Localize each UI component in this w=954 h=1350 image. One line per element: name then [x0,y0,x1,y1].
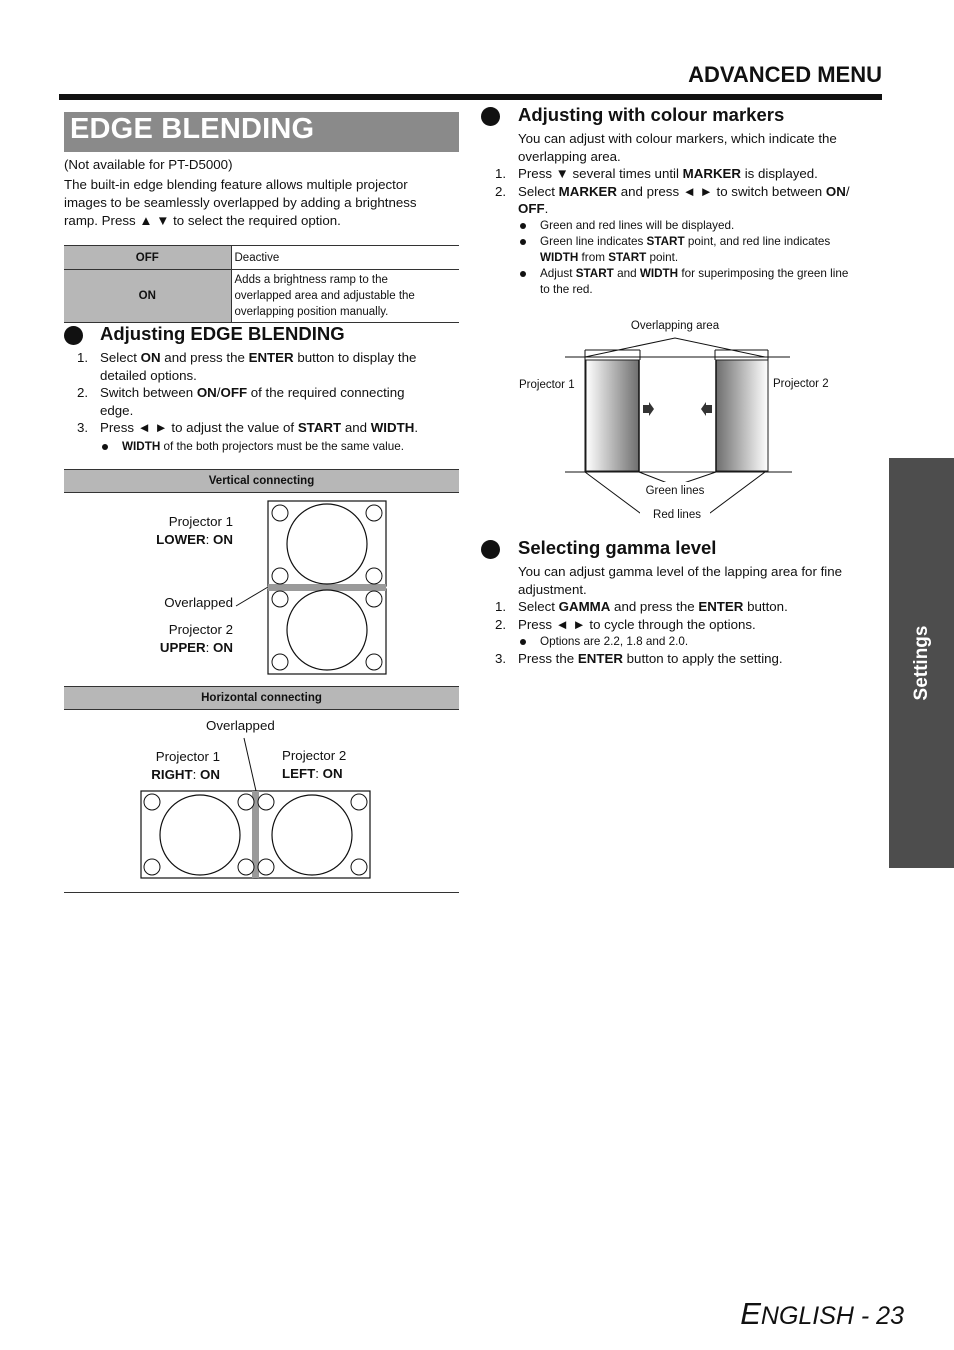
overlap-pointer [236,587,268,606]
intro-line: The built-in edge blending feature allows multiple projector [64,177,408,192]
overlap-pointer [244,738,256,791]
circle-icon [258,859,274,875]
red-lines-label: Red lines [653,509,701,521]
setting-key: UPPER [159,640,206,655]
step-line: Select MARKER and press ◄ ► to switch between ON/ [518,183,850,199]
horizontal-connecting-diagram [138,735,374,883]
circle-icon [366,654,382,670]
bullet-line: Options are 2.2, 1.8 and 2.0. [540,635,689,648]
list-item [77,419,459,437]
bullet-line: Green line indicates START point, and red line indicates [540,235,831,248]
footer-text: NGLISH - 23 [760,1302,904,1330]
section-divider [64,892,459,893]
projector-setting: UPPER: ON [159,640,233,655]
table-row [64,270,459,323]
step-line: Select ON and press the ENTER button to display the [100,350,417,365]
markers-bullets [518,218,888,298]
circle-icon [366,505,382,521]
projector-setting: RIGHT: ON [151,767,220,782]
vertical-connecting-diagram [230,498,395,680]
setting-value: ON [213,532,233,547]
circle-icon [351,859,367,875]
circle-icon [238,794,254,810]
projector-name: Projector 2 [282,748,347,763]
step-line: Press ◄ ► to cycle through the options. [518,616,756,632]
markers-heading: Adjusting with colour markers [518,104,785,125]
list-item [518,234,888,266]
option-key: OFF [64,246,231,270]
green-lines-label: Green lines [645,485,705,497]
section-bullet-icon [64,326,83,345]
intro-paragraph [64,176,459,230]
step-number: 2. [495,183,507,199]
step-line: edge. [100,402,134,418]
circle-icon [144,859,160,875]
adjusting-steps [77,349,459,437]
bullet-line: WIDTH from START point. [540,251,679,264]
list-item [495,183,885,218]
list-item [518,218,888,234]
page-footer [600,1296,904,1332]
arrow-right-icon [643,402,654,416]
area-bracket-top [585,338,765,357]
option-value-line: overlapping position manually. [234,306,389,318]
bullet-icon [520,639,526,645]
bullet-line: to the red. [540,283,593,296]
width-note [100,439,460,455]
table-row [64,246,459,270]
step-number: 3. [495,651,507,666]
vertical-projector1-label [110,513,233,549]
horizontal-overlapped-label: Overlapped [206,718,275,733]
vertical-overlapped-label: Overlapped [164,595,233,610]
header-rule [59,94,882,100]
circle-icon [160,795,240,875]
note-text: WIDTH of the both projectors must be the same value. [122,440,404,453]
circle-icon [287,504,367,584]
list-item [77,349,459,384]
arrow-left-icon [701,402,712,416]
step-number: 2. [495,616,507,632]
projector-setting: LOWER: ON [156,532,233,547]
setting-key: RIGHT [151,767,193,782]
page-title: EDGE BLENDING [64,112,459,152]
bullet-icon [520,271,526,277]
circle-icon [287,590,367,670]
gamma-step-3 [495,650,885,668]
circle-icon [366,568,382,584]
gamma-intro [518,563,883,598]
intro-line: adjustment. [518,581,587,597]
markers-intro [518,130,883,165]
intro-line: ramp. Press ▲ ▼ to select the required option. [64,213,341,228]
list-item [495,616,885,634]
gamma-options-note [518,634,888,650]
side-tab-text: Settings [910,625,932,701]
vertical-connecting-band: Vertical connecting [64,469,459,493]
option-key: ON [64,270,231,323]
option-value [231,270,459,323]
list-item [77,384,459,419]
settings-side-tab-label [889,458,954,868]
bullet-line: Green and red lines will be displayed. [540,219,735,232]
step-number: 1. [77,350,89,365]
availability-note: (Not available for PT-D5000) [64,157,233,172]
bullet-line: Adjust START and WIDTH for superimposing the green line [540,267,849,280]
projector1-label: Projector 1 [519,379,575,391]
setting-value: ON [213,640,233,655]
circle-icon [366,591,382,607]
setting-value: ON [200,767,220,782]
footer-initial: E [740,1296,761,1331]
step-line: Press ▼ several times until MARKER is displayed. [518,166,818,181]
section-bullet-icon [481,540,500,559]
circle-icon [258,794,274,810]
projector2-label: Projector 2 [773,378,829,390]
setting-value: ON [322,766,343,781]
list-item [495,165,885,183]
horizontal-connecting-band: Horizontal connecting [64,686,459,710]
step-line: Press ◄ ► to adjust the value of START and WIDTH. [100,420,419,436]
circle-icon [272,591,288,607]
circle-icon [351,794,367,810]
circle-icon [238,859,254,875]
adjusting-heading: Adjusting EDGE BLENDING [100,323,345,344]
vertical-projector2-label [110,621,233,657]
options-table [64,245,459,323]
projector-name: Projector 2 [168,622,233,637]
section-bullet-icon [481,107,500,126]
circle-icon [272,654,288,670]
step-line: Switch between ON/OFF of the required connecting [100,385,405,401]
overlapping-area-diagram [510,312,850,527]
step-line: Press the ENTER button to apply the setting. [518,651,783,666]
bullet-icon [520,223,526,229]
list-item [518,266,888,298]
step-line: OFF. [518,201,549,217]
option-value-line: overlapped area and adjustable the [234,290,415,302]
list-item [495,650,885,668]
option-value-line: Deactive [234,251,280,264]
step-line: detailed options. [100,367,197,383]
bullet-icon [102,444,108,450]
step-number: 3. [77,420,89,436]
intro-line: You can adjust gamma level of the lapping area for fine [518,564,843,579]
markers-steps [495,165,885,218]
option-value-line: Adds a brightness ramp to the [234,274,388,286]
intro-line: overlapping area. [518,148,621,164]
intro-line: images to be seamlessly overlapped by adding a brightness [64,195,417,210]
section-header: ADVANCED MENU [688,62,882,87]
step-number: 2. [77,385,89,401]
gamma-heading: Selecting gamma level [518,537,717,558]
projector-name: Projector 1 [155,749,220,764]
list-item [495,598,885,616]
projector-name: Projector 1 [168,514,233,529]
circle-icon [272,568,288,584]
circle-icon [272,505,288,521]
circle-icon [272,795,352,875]
bullet-icon [520,239,526,245]
projector1-ramp [586,360,639,471]
setting-key: LEFT [282,766,316,781]
gamma-steps [495,598,885,633]
step-number: 1. [495,599,507,614]
step-number: 1. [495,166,507,181]
circle-icon [144,794,160,810]
projector2-ramp [716,360,768,471]
projector-setting: LEFT: ON [282,766,343,781]
step-line: Select GAMMA and press the ENTER button. [518,599,788,614]
overlapping-area-label: Overlapping area [630,320,720,332]
setting-key: LOWER [156,532,206,547]
option-value [231,246,459,270]
intro-line: You can adjust with colour markers, which indicate the [518,131,837,146]
